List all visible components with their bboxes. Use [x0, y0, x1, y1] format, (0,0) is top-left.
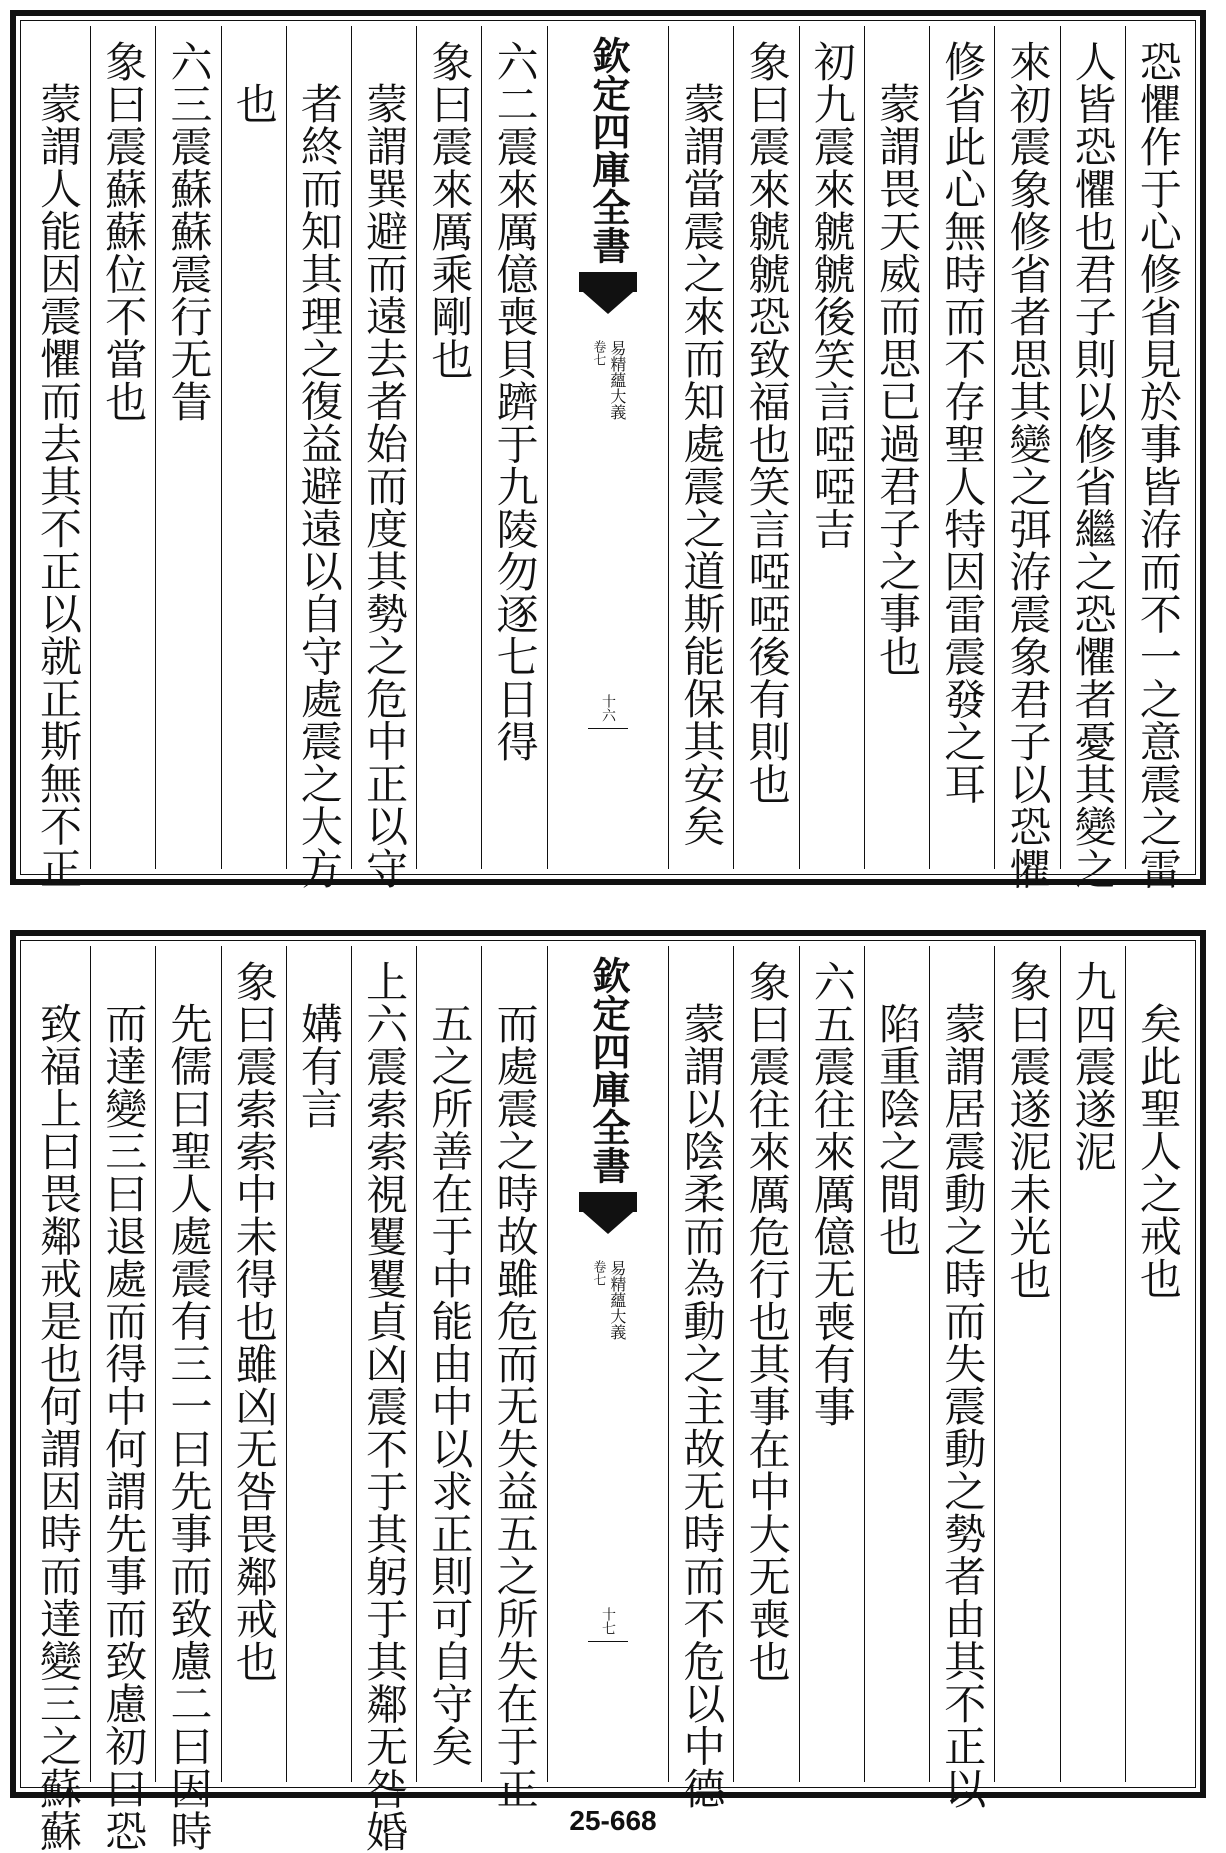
column-text: 而達變三曰退處而得中何謂先事而致慮初曰恐 [99, 1002, 149, 1852]
text-column [1060, 26, 1125, 890]
column-text: 象曰震蘇蘇位不當也 [99, 40, 149, 423]
column-text: 先儒曰聖人處震有三一曰先事而致慮二曰因時 [164, 1002, 214, 1852]
column-text: 致福上曰畏鄰戒是也何謂因時而達變三之蘇蘇 [34, 1002, 84, 1852]
text-column [994, 26, 1059, 890]
text-column [90, 946, 155, 1852]
column-text: 也 [229, 82, 279, 125]
text-column [221, 946, 286, 1782]
text-column [929, 946, 994, 1810]
library-title: 欽定四庫全書 [585, 956, 631, 1184]
column-text: 初九震來虩虩後笑言啞啞吉 [807, 40, 857, 550]
text-column [155, 26, 220, 869]
text-column [416, 26, 481, 869]
text-column [481, 26, 546, 869]
library-title: 欽定四庫全書 [585, 36, 631, 264]
column-text: 象曰震來虩虩恐致福也笑言啞啞後有則也 [742, 40, 792, 805]
folio-divider [588, 1641, 628, 1642]
top-page [10, 10, 1206, 890]
column-text: 六三震蘇蘇震行无眚 [164, 40, 214, 423]
center-strip [547, 26, 669, 869]
text-column [733, 946, 798, 1782]
text-column [994, 946, 1059, 1782]
center-strip [547, 946, 669, 1782]
book-info [590, 340, 626, 420]
folio-number: 十七 [599, 1607, 616, 1635]
column-text: 六二震來厲億喪貝躋于九陵勿逐七日得 [490, 40, 540, 763]
text-column [799, 946, 864, 1782]
text-column [286, 26, 351, 890]
text-column [351, 26, 416, 890]
column-text: 恐懼作于心修省見於事皆洊而不一之意震之雷 [1133, 40, 1183, 890]
column-text: 陷重陰之間也 [873, 1002, 923, 1257]
column-text: 而處震之時故雖危而无失益五之所失在于正 [490, 1002, 540, 1810]
column-text: 象曰震往來厲危行也其事在中大无喪也 [742, 960, 792, 1683]
book-title: 易精蘊大義 [607, 340, 627, 420]
text-column [799, 26, 864, 869]
column-text: 蒙謂居震動之時而失震動之勢者由其不正以 [938, 1002, 988, 1810]
column-text: 矣此聖人之戒也 [1133, 1002, 1183, 1300]
text-column [155, 946, 220, 1852]
column-text: 蒙謂人能因震懼而去其不正以就正斯無不正 [34, 82, 84, 890]
column-text: 修省此心無時而不存聖人特因雷震發之耳 [938, 40, 988, 805]
column-text: 媾有言 [294, 1002, 344, 1130]
text-column [481, 946, 546, 1810]
fish-tail-mark-icon [579, 272, 637, 318]
column-text: 人皆恐懼也君子則以修省繼之恐懼者憂其變之 [1068, 40, 1118, 890]
text-column [1125, 946, 1190, 1782]
text-column [1125, 26, 1190, 890]
juan-number: 卷七 [590, 1260, 606, 1286]
column-text: 六五震往來厲億无喪有事 [807, 960, 857, 1428]
column-text: 者終而知其理之復益避遠以自守處震之大方 [294, 82, 344, 890]
page-number-footer: 25-668 [569, 1805, 657, 1836]
text-column [1060, 946, 1125, 1782]
text-column [864, 946, 929, 1782]
text-column [26, 26, 90, 890]
text-column [668, 946, 733, 1810]
fish-tail-mark-icon [579, 1192, 637, 1238]
book-title: 易精蘊大義 [607, 1260, 627, 1340]
folio-number: 十六 [599, 694, 616, 722]
column-text: 上六震索索視矍矍貞凶震不于其躬于其鄰无咎婚 [360, 960, 410, 1853]
folio-divider [588, 728, 628, 729]
column-text: 蒙謂當震之來而知處震之道斯能保其安矣 [677, 82, 727, 847]
text-column [26, 946, 90, 1852]
text-column [733, 26, 798, 869]
text-column [351, 946, 416, 1853]
text-column [221, 26, 286, 869]
column-text: 蒙謂以陰柔而為動之主故无時而不危以中德 [677, 1002, 727, 1810]
column-text: 蒙謂巽避而遠去者始而度其勢之危中正以守 [360, 82, 410, 890]
column-text: 象曰震遂泥未光也 [1003, 960, 1053, 1300]
juan-number: 卷七 [590, 340, 606, 366]
text-column [416, 946, 481, 1782]
top-page-columns [26, 26, 1190, 890]
text-column [929, 26, 994, 869]
column-text: 象曰震來厲乘剛也 [425, 40, 475, 380]
text-column [668, 26, 733, 869]
text-column [864, 26, 929, 869]
column-text: 九四震遂泥 [1068, 960, 1118, 1173]
column-text: 蒙謂畏天威而思已過君子之事也 [873, 82, 923, 677]
text-column [90, 26, 155, 869]
column-text: 來初震象修省者思其變之弭洊震象君子以恐懼 [1003, 40, 1053, 890]
column-text: 象曰震索索中未得也雖凶无咎畏鄰戒也 [229, 960, 279, 1683]
book-info [590, 1260, 626, 1340]
text-column [286, 946, 351, 1782]
column-text: 五之所善在于中能由中以求正則可自守矣 [425, 1002, 475, 1767]
